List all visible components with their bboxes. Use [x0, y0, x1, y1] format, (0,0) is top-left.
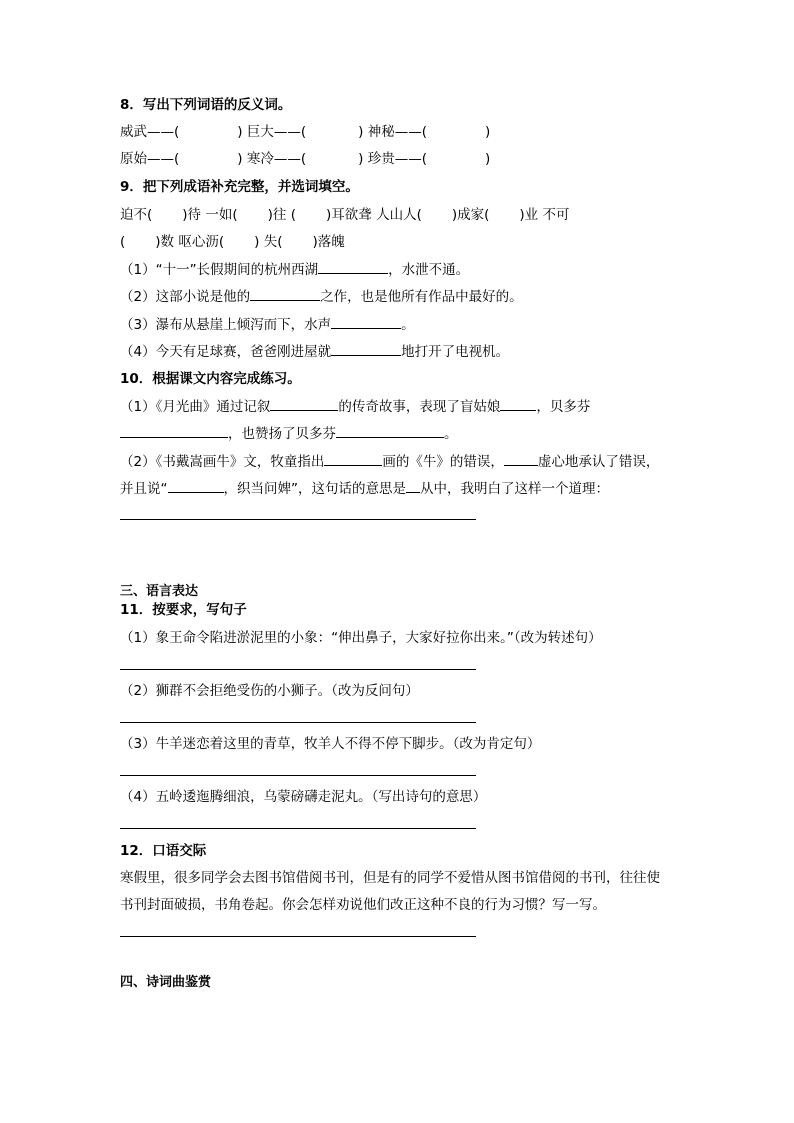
q10-text: 虚心地承认了错误，: [537, 454, 660, 470]
section-3-title: 三、语言表达: [120, 584, 199, 599]
answer-blank[interactable]: [250, 287, 320, 301]
answer-blank[interactable]: [336, 424, 444, 438]
answer-line[interactable]: [120, 669, 476, 670]
answer-blank[interactable]: [504, 452, 538, 466]
q8-word-5: 寒冷——(: [246, 151, 307, 167]
answer-line[interactable]: [120, 936, 476, 937]
idiom-part: 呕心沥(: [178, 234, 225, 250]
q9-item-text: 地打开了电视机。: [401, 344, 510, 360]
idiom-part: )往: [267, 207, 287, 223]
q8-row2: [120, 150, 490, 168]
q9-item-text: 。: [401, 317, 415, 333]
answer-blank[interactable]: [270, 397, 338, 411]
q12-title: 12．口语交际: [120, 843, 207, 859]
q10-text: 。: [444, 426, 458, 442]
q9-item-text: （4）今天有足球赛，爸爸刚进屋就: [120, 344, 332, 360]
q8-paren: ): [358, 151, 364, 167]
idiom-part: )耳欲聋: [326, 207, 372, 223]
q12-line-2: 书刊封面破损，书角卷起。你会怎样劝说他们改正这种不良的行为习惯？写一写。: [120, 897, 606, 913]
q9-item-2: [120, 287, 523, 306]
q9-title: 9．把下列成语补充完整，并选词填空。: [120, 179, 359, 195]
q8-word-4: 原始——(: [120, 151, 180, 167]
answer-blank[interactable]: [324, 452, 382, 466]
q11-item-1: （1）象王命令陷进淤泥里的小象：“伸出鼻子，大家好拉你出来。”（改为转述句）: [120, 630, 602, 646]
q8-word-3: 神秘——(: [367, 124, 427, 140]
q9-item-text: （3）瀑布从悬崖上倾泻而下，水声: [120, 317, 332, 333]
q8-word-6: 珍贵——(: [367, 151, 427, 167]
idiom-part: )业: [519, 207, 539, 223]
q10-p1-line1: [120, 397, 590, 416]
q10-text: ，织当问婢”，这句话的意思是: [223, 481, 406, 497]
idiom-part: )落魄: [312, 234, 345, 250]
q10-text: 画的《牛》的错误，: [382, 454, 504, 470]
q10-p2-line1: [120, 452, 659, 471]
q8-paren: ): [485, 124, 491, 140]
q9-item-3: [120, 315, 415, 334]
q9-idioms-row1: [120, 206, 569, 224]
q12-line-1: 寒假里，很多同学会去图书馆借阅书刊，但是有的同学不爱惜从图书馆借阅的书刊，往往使: [120, 870, 660, 886]
idiom-part: )待: [182, 207, 202, 223]
q10-p1-line2: [120, 424, 458, 443]
answer-blank[interactable]: [120, 424, 228, 438]
q8-paren: ): [237, 151, 243, 167]
q10-text: 从中，我明白了这样一个道理：: [420, 481, 609, 497]
q9-item-text: （2）这部小说是他的: [120, 289, 251, 305]
idiom-part: 人山人(: [376, 207, 422, 223]
answer-blank[interactable]: [331, 342, 401, 356]
q9-idioms-row2: [120, 233, 345, 251]
q9-item-4: [120, 342, 509, 361]
answer-line[interactable]: [120, 722, 476, 723]
q10-title: 10．根据课文内容完成练习。: [120, 371, 301, 387]
q11-item-2: （2）狮群不会拒绝受伤的小狮子。（改为反问句）: [120, 683, 419, 699]
answer-blank[interactable]: [168, 479, 224, 493]
q10-text: 并且说“: [120, 481, 168, 497]
idiom-part: )数: [155, 234, 175, 250]
q9-item-text: ，水泄不通。: [388, 262, 470, 278]
q8-paren: ): [485, 151, 491, 167]
answer-line[interactable]: [120, 775, 476, 776]
answer-blank[interactable]: [406, 479, 420, 493]
idiom-part: 不可: [542, 207, 570, 223]
section-4-title: 四、诗词曲鉴赏: [120, 975, 212, 990]
answer-blank[interactable]: [331, 315, 401, 329]
q10-text: （1）《月光曲》通过记叙: [120, 399, 271, 415]
idiom-part: (: [120, 234, 126, 250]
answer-blank[interactable]: [318, 260, 388, 274]
q9-item-1: [120, 260, 469, 279]
q9-item-text: 之作，也是他所有作品中最好的。: [320, 289, 523, 305]
q8-word-1: 威武——(: [120, 124, 180, 140]
q11-item-4: （4）五岭逶迤腾细浪，乌蒙磅礴走泥丸。（写出诗句的意思）: [120, 789, 487, 805]
q9-item-text: （1）“十一”长假期间的杭州西湖: [120, 262, 319, 278]
answer-line[interactable]: [120, 519, 476, 520]
q10-text: 的传奇故事，表现了盲姑娘: [338, 399, 501, 415]
q10-text: （2）《书戴嵩画牛》文，牧童指出: [120, 454, 325, 470]
idiom-part: 一如(: [205, 207, 238, 223]
q8-word-2: 巨大——(: [246, 124, 307, 140]
q11-item-3: （3）牛羊迷恋着这里的青草，牧羊人不得不停下脚步。（改为肯定句）: [120, 736, 541, 752]
idiom-part: )成家(: [451, 207, 490, 223]
q10-text: ，也赞扬了贝多芬: [228, 426, 336, 442]
idiom-part: 失(: [263, 234, 283, 250]
q8-paren: ): [237, 124, 243, 140]
answer-blank[interactable]: [500, 397, 536, 411]
idiom-part: 迫不(: [120, 207, 153, 223]
idiom-part: (: [290, 207, 296, 223]
q11-title: 11．按要求，写句子: [120, 602, 247, 618]
q10-p2-line2: [120, 479, 609, 498]
q8-title: 8．写出下列词语的反义词。: [120, 97, 292, 113]
q10-text: ，贝多芬: [536, 399, 591, 415]
answer-line[interactable]: [120, 828, 476, 829]
q8-paren: ): [358, 124, 364, 140]
q8-row1: [120, 123, 490, 141]
idiom-part: ): [254, 234, 260, 250]
